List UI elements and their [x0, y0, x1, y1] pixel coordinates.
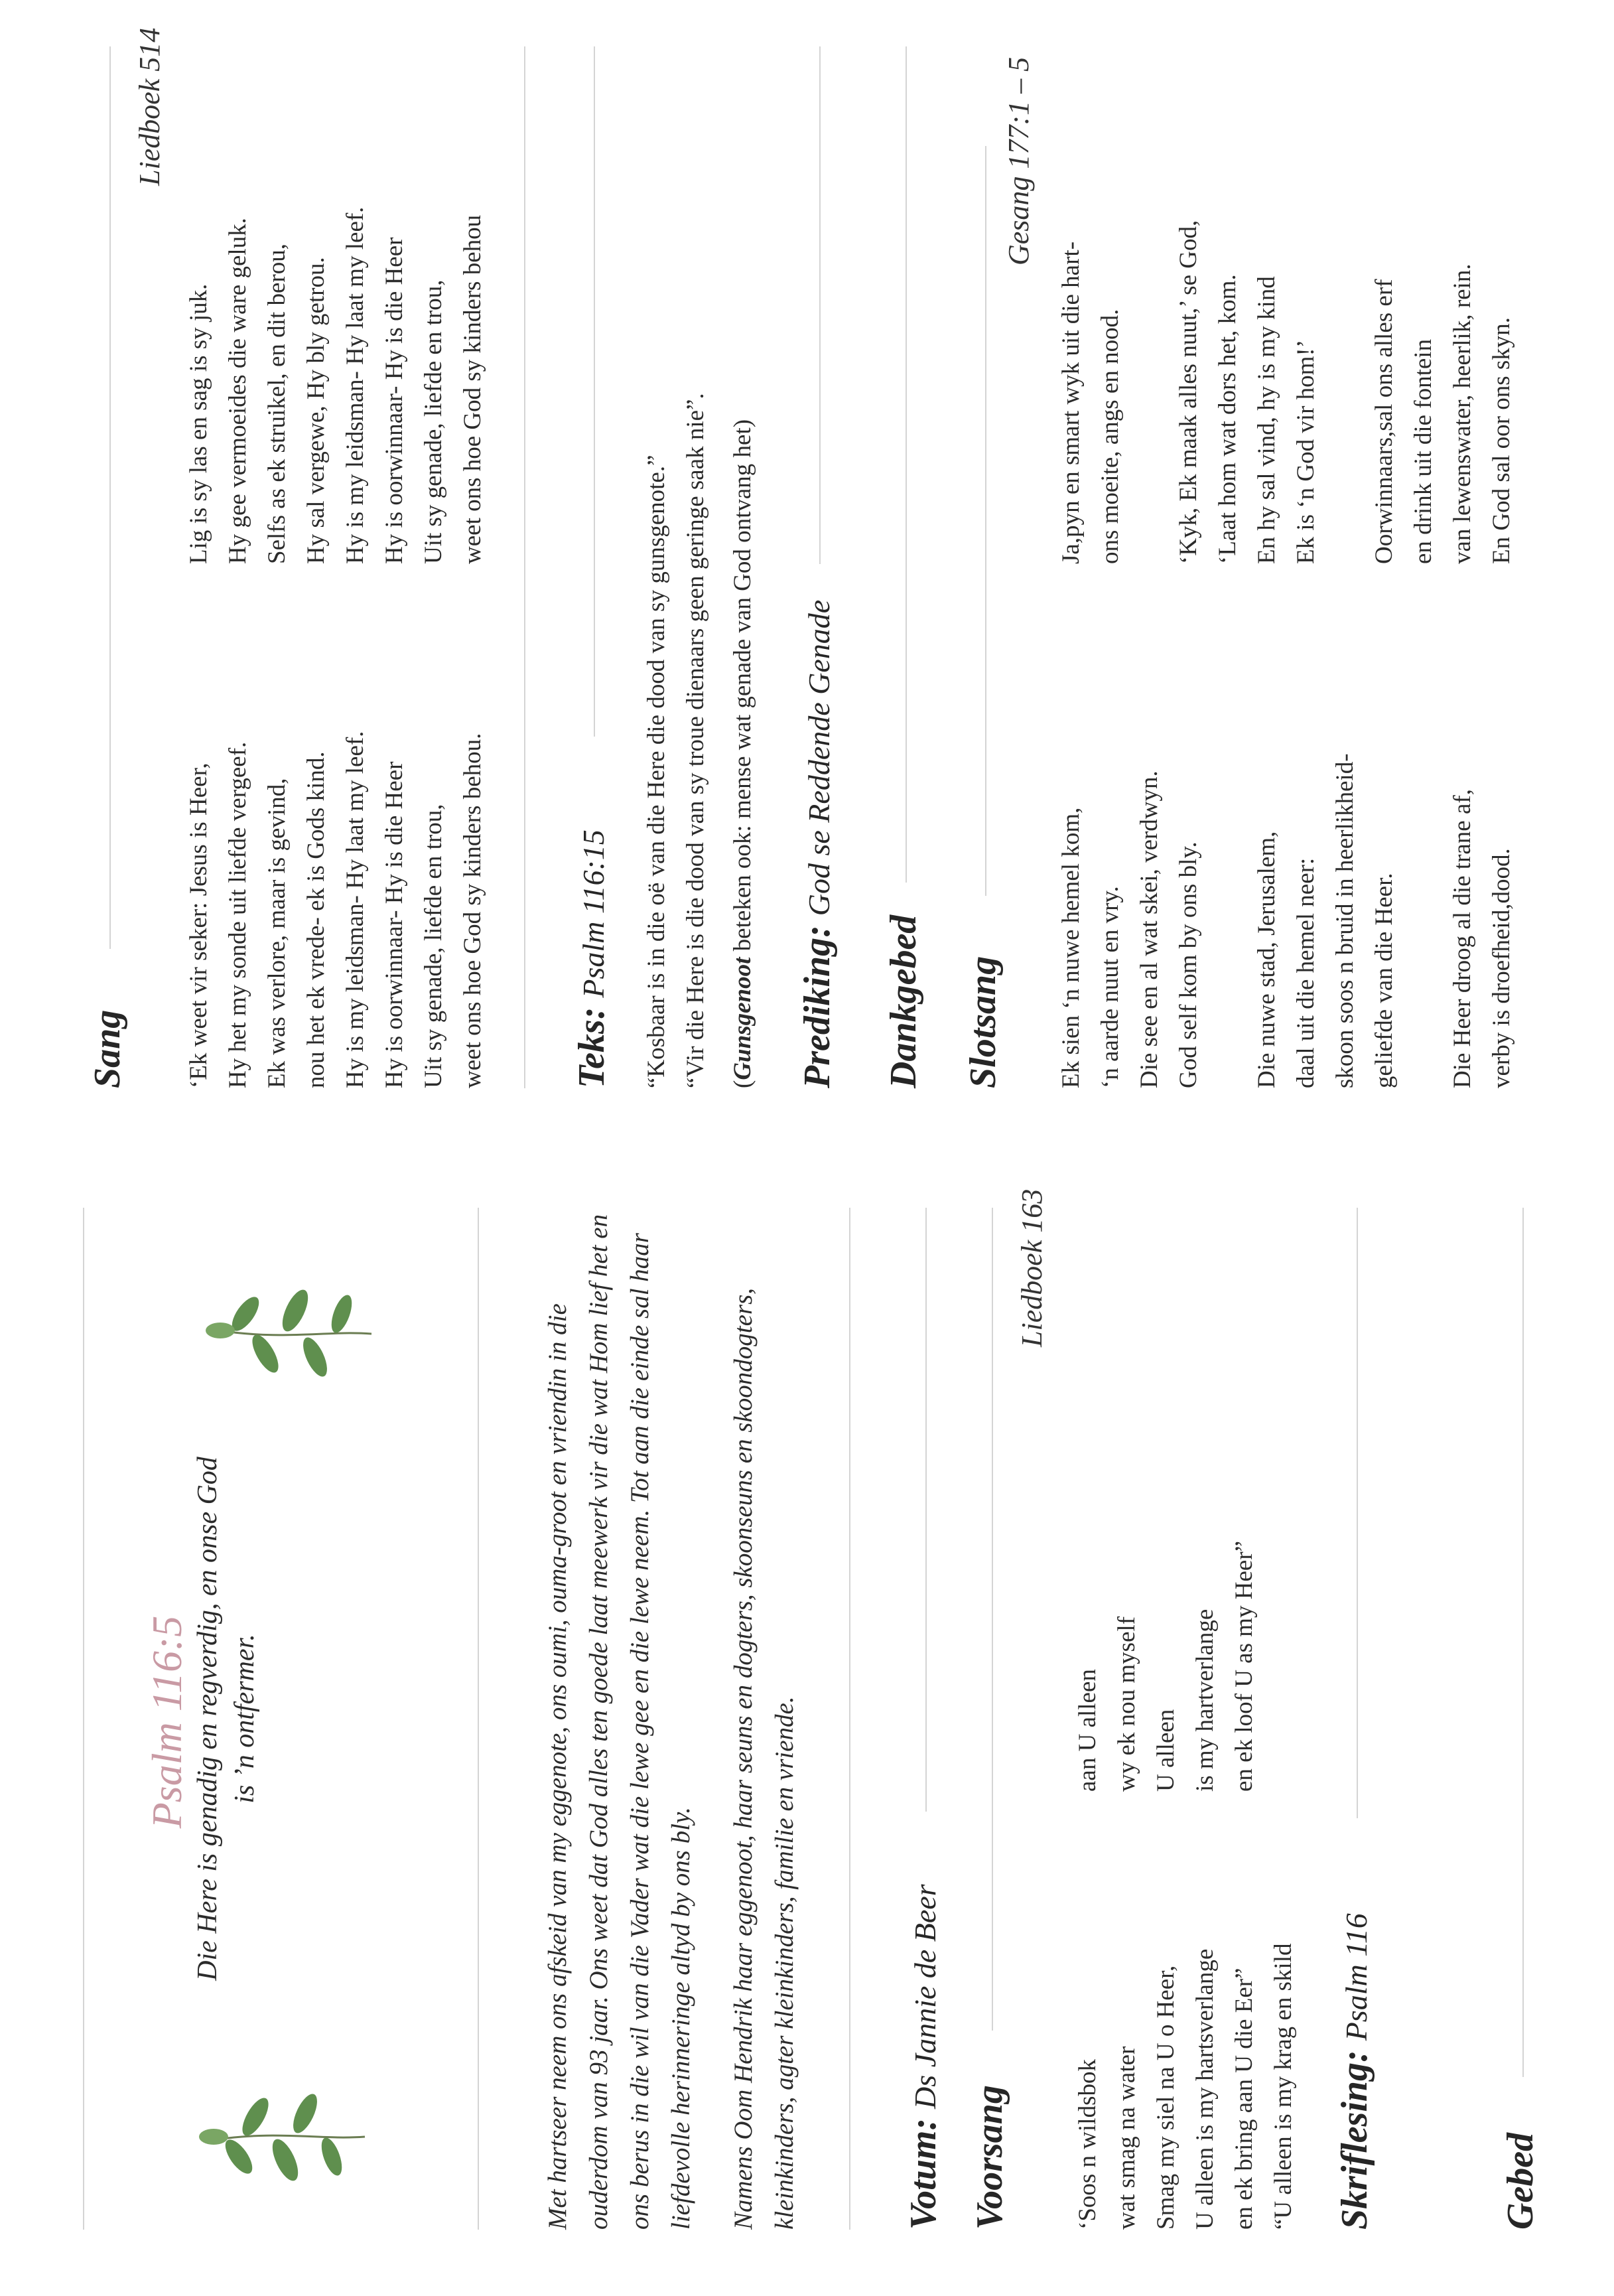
lyric-line: Hy is oorwinnaar- Hy is die Heer — [381, 761, 408, 1088]
family-text: Namens Oom Hendrik haar eggenoot, haar seuns en dogters, skoonseuns en skoondogters, kleinkinders, agter kleinkinders, familie en vriende. — [729, 1287, 799, 2230]
psalm-title: Psalm 116:5 — [143, 1615, 190, 1829]
lyric-line: U alleen is my hartsverlange — [1191, 1948, 1219, 2230]
skriflesing-heading — [1333, 1913, 1376, 2230]
lyric-line: Smag my siel na U o Heer, — [1152, 1965, 1179, 2230]
lyric-line: ‘n aarde nuut en vry. — [1097, 886, 1124, 1088]
skriflesing-rule — [1357, 1208, 1358, 1818]
slotsang-lyrics-col2 — [1051, 220, 1521, 564]
front-panel — [0, 1148, 1614, 2296]
votum-name: Ds Jannie de Beer — [908, 1884, 942, 2109]
lyric-line: Uit sy genade, liefde en trou, — [420, 804, 447, 1088]
lyric-line: weet ons hoe God sy kinders behou — [459, 214, 486, 564]
lyric-line: aan U alleen — [1074, 1669, 1101, 1792]
memorial-text: Met hartseer neem ons afskeid van my eggenote, ons oumi, ouma-groot en vriendin in die ouderdom van 93 jaar. Ons weet dat God alles ten goede laat meewerk vir die wat Hom lief het en ons berus in die wil van die Vader wat die lewe gee en die lewe neem. Tot aan die einde sal haar liefdevolle herinneringe altyd by ons bly. — [543, 1214, 695, 2230]
dankgebed-rule — [906, 46, 907, 883]
note-text: beteken ook: mense wat genade van God ontvang het) — [729, 419, 756, 958]
lyric-line: Hy gee vermoeides die ware geluk. — [224, 218, 251, 564]
leaf-sprig-icon — [206, 1267, 378, 1400]
lyric-line: Die nuwe stad, Jerusalem, — [1253, 831, 1280, 1088]
teks-label: Teks: — [571, 1007, 612, 1088]
lyric-line: En God sal oor ons skyn. — [1488, 317, 1515, 564]
divider — [478, 1208, 479, 2230]
lyric-line: Die Heer droog al die trane af, — [1449, 789, 1476, 1088]
slotsang-rule — [985, 146, 986, 896]
skriflesing-label: Skriflesing: — [1334, 2050, 1375, 2230]
voorsang-lyrics-col1 — [1068, 1943, 1303, 2230]
stanza-gap — [1404, 753, 1443, 1088]
lyric-line: ons moeite, angs en nood. — [1097, 309, 1124, 564]
teks-rule — [594, 46, 595, 737]
lyric-line: God self kom by ons bly. — [1175, 841, 1202, 1088]
lyric-line: Hy is oorwinnaar- Hy is die Heer — [381, 237, 408, 564]
stanza-gap — [1208, 753, 1247, 1088]
gunsgenoot-word: Gunsgenoot — [729, 957, 756, 1080]
lyric-line: “U alleen is my krag en skild — [1270, 1943, 1297, 2230]
slotsang-heading: Slotsang — [963, 956, 1004, 1088]
lyric-line: Ek sien ‘n nuwe hemel kom, — [1057, 807, 1085, 1088]
sang-heading: Sang — [87, 1009, 128, 1088]
gebed-rule — [1522, 1208, 1524, 2077]
lyric-line: Uit sy genade, liefde en trou, — [420, 279, 447, 564]
voorsang-reference: Liedboek 163 — [1016, 1188, 1048, 1347]
sang-rule — [109, 46, 111, 949]
leaf-sprig-icon — [199, 2070, 371, 2203]
lyric-line: Ek is ‘n God vir hom!’ — [1292, 339, 1319, 564]
slotsang-reference: Gesang 177:1 – 5 — [1002, 56, 1035, 265]
voorsang-lyrics-col2 — [1068, 1541, 1264, 1792]
lyric-line: wy ek nou myself — [1113, 1616, 1140, 1792]
stanza-gap — [1325, 220, 1365, 564]
lyric-line: nou het ek vrede- ek is Gods kind. — [303, 751, 330, 1088]
lyric-line: Hy is my leidsman- Hy laat my leef. — [342, 206, 369, 564]
teks-quote: “Kosbaar is in die oë van die Here die dood van sy gunsgenote.” — [643, 455, 670, 1088]
lyric-line: Hy is my leidsman- Hy laat my leef. — [342, 731, 369, 1088]
note-paren: ( — [729, 1080, 756, 1088]
teks-quote: “Vir die Here is die dood van sy troue dienaars geen geringe saak nie”. — [682, 393, 709, 1088]
lyric-line: en ek bring aan U die Eer” — [1231, 1968, 1258, 2230]
votum-heading — [902, 1884, 945, 2230]
divider — [524, 46, 525, 1088]
prediking-label: Prediking: — [797, 925, 838, 1088]
lyric-line: skoon soos n bruid in heerlikheid- — [1331, 753, 1359, 1088]
lyric-line: en ek loof U as my Heer” — [1231, 1540, 1258, 1792]
prediking-rule — [819, 46, 821, 564]
lyric-line: verby is droefheid,dood. — [1488, 848, 1515, 1088]
divider — [849, 1208, 850, 2230]
lyric-line: weet ons hoe God sy kinders behou. — [459, 733, 486, 1088]
teks-quotes — [637, 393, 715, 1088]
voorsang-heading: Voorsang — [969, 2085, 1010, 2230]
lyric-line: van lewenswater, heerlik, rein. — [1449, 263, 1476, 564]
prediking-heading — [796, 600, 839, 1088]
slotsang-lyrics-col1 — [1051, 753, 1521, 1088]
lyric-line: U alleen — [1152, 1709, 1179, 1792]
lyric-line: Die see en al wat skei, verdwyn. — [1136, 770, 1163, 1088]
skriflesing-reference: Psalm 116 — [1339, 1913, 1373, 2041]
prediking-title: God se Reddende Genade — [802, 599, 836, 916]
gunsgenoot-note — [723, 419, 762, 1088]
lyric-line: ‘Kyk, Ek maak alles nuut,’ se God, — [1175, 220, 1202, 564]
lyric-line: En hy sal vind, hy is my kind — [1253, 276, 1280, 564]
lyric-line: is my hartverlange — [1191, 1609, 1219, 1792]
gebed-heading: Gebed — [1500, 2132, 1541, 2230]
lyric-line: ‘Ek weet vir seker: Jesus is Heer, — [185, 762, 212, 1088]
lyric-line: ‘Laat hom wat dors het, kom. — [1214, 274, 1241, 564]
lyric-line: Hy sal vergewe, Hy bly getrou. — [303, 257, 330, 564]
lyric-line: Hy het my sonde uit liefde vergeef. — [224, 741, 251, 1088]
stanza-gap — [1130, 220, 1169, 564]
lyric-line: Ek was verlore, maar is gevind, — [263, 778, 291, 1088]
lyric-line: daal uit die hemel neer: — [1292, 857, 1319, 1088]
lyric-line: geliefde van die Heer. — [1371, 873, 1398, 1088]
votum-rule — [925, 1208, 927, 1812]
sang-lyrics-col2 — [179, 207, 492, 564]
lyric-line: Oorwinnaars,sal ons alles erf — [1371, 279, 1398, 564]
top-rule — [83, 1208, 84, 2230]
sang-lyrics-col1 — [179, 731, 492, 1088]
teks-reference: Psalm 116:15 — [576, 829, 610, 998]
sang-reference: Liedboek 514 — [133, 27, 166, 186]
psalm-verse: Die Here is genadig en regverdig, en onse God is ’n ontfermer. — [192, 1457, 260, 1981]
lyric-line: Selfs as ek struikel, en dit berou, — [263, 244, 291, 564]
voorsang-rule — [992, 1208, 993, 2031]
lyric-line: en drink uit die fontein — [1410, 338, 1437, 564]
dankgebed-heading: Dankgebed — [883, 914, 924, 1088]
teks-heading — [571, 829, 613, 1088]
lyric-line: wat smag na water — [1113, 2046, 1140, 2230]
lyric-line: ‘Soos n wildsbok — [1074, 2059, 1101, 2230]
lyric-line: Lig is sy las en sag is sy juk. — [185, 283, 212, 564]
votum-label: Votum: — [903, 2117, 944, 2230]
lyric-line: Ja,pyn en smart wyk uit die hart- — [1057, 241, 1085, 564]
